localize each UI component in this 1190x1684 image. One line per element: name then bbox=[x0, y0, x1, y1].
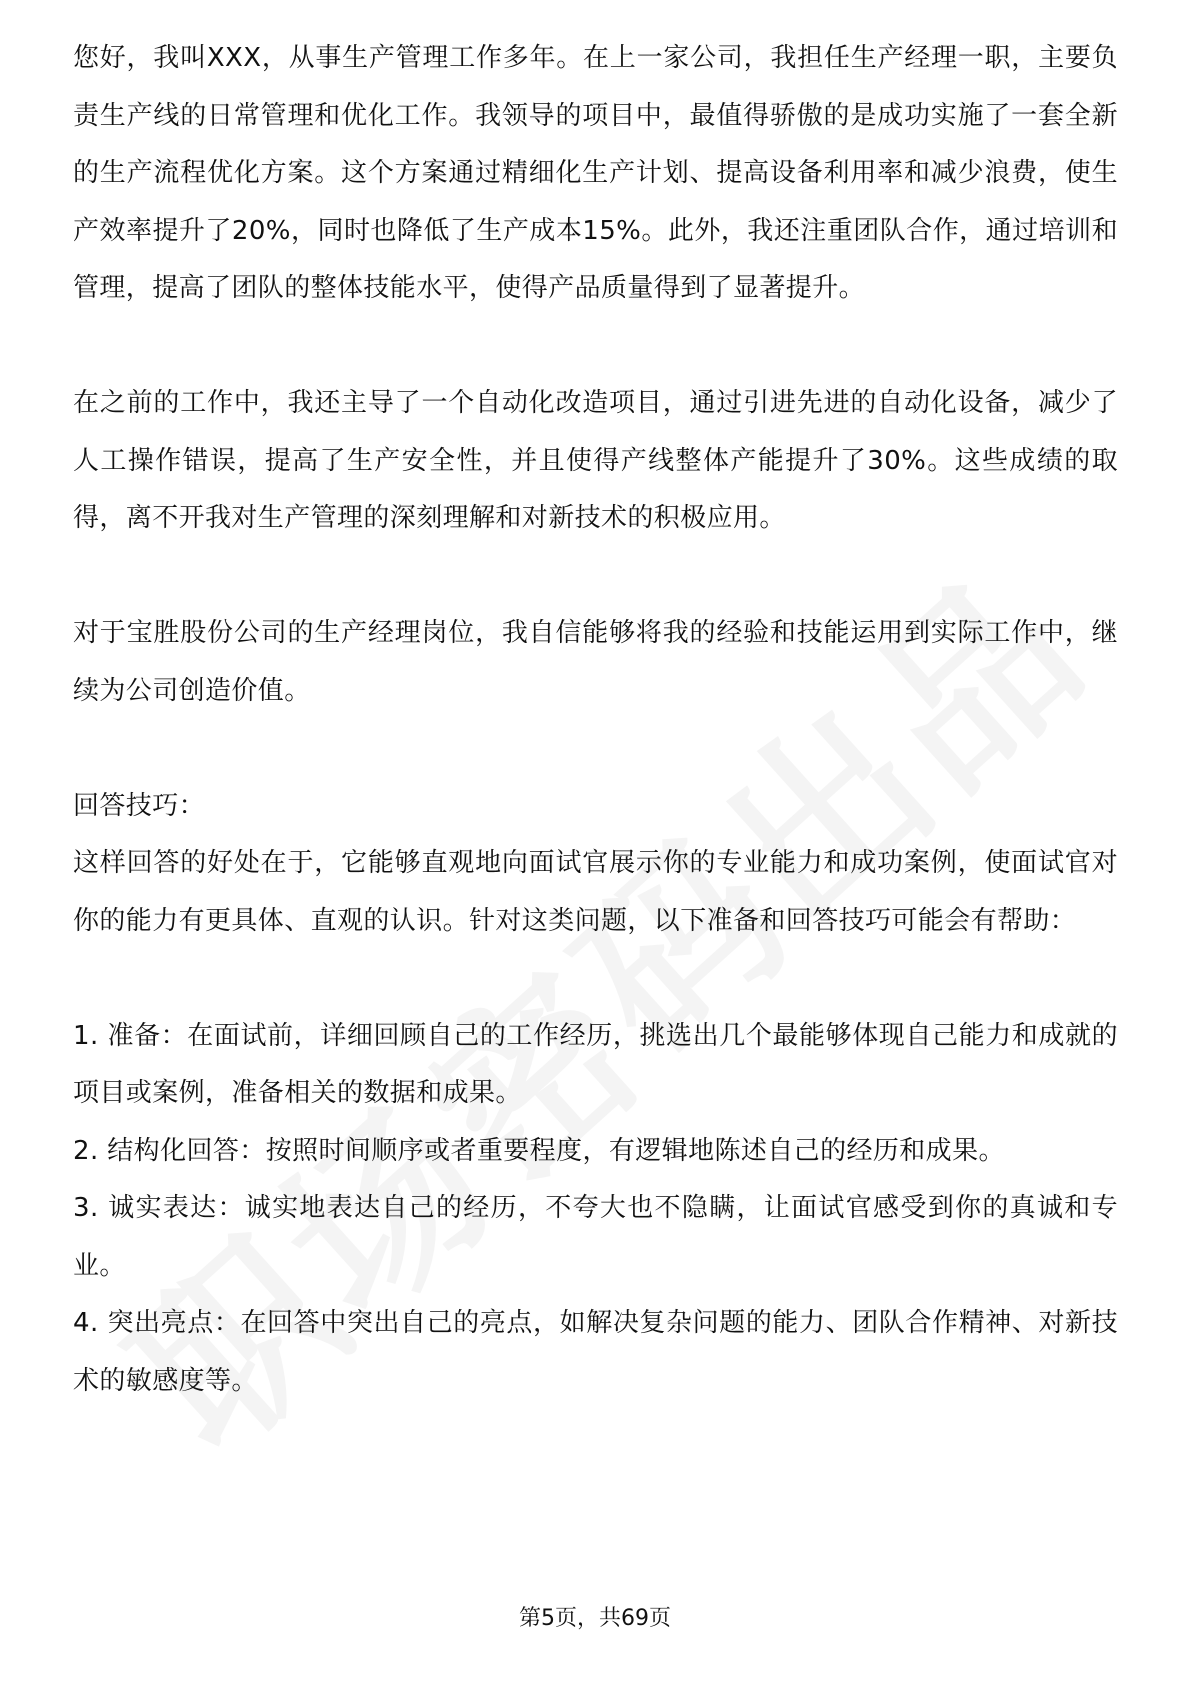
tips-list-item: 1. 准备：在面试前，详细回顾自己的工作经历，挑选出几个最能够体现自己能力和成就的项目或案例，准备相关的数据和成果。 bbox=[73, 1020, 1118, 1108]
tips-heading: 回答技巧： bbox=[73, 790, 206, 821]
paragraph-spacer bbox=[73, 548, 1118, 606]
tips-list-item: 4. 突出亮点：在回答中突出自己的亮点，如解决复杂问题的能力、团队合作精神、对新技术的敏感度等。 bbox=[73, 1308, 1118, 1396]
tips-intro: 这样回答的好处在于，它能够直观地向面试官展示你的专业能力和成功案例，使面试官对你的能力有更具体、直观的认识。针对这类问题，以下准备和回答技巧可能会有帮助： bbox=[73, 848, 1118, 936]
tips-list-item: 2. 结构化回答：按照时间顺序或者重要程度，有逻辑地陈述自己的经历和成果。 bbox=[73, 1135, 1005, 1166]
paragraph-self-introduction: 您好，我叫XXX，从事生产管理工作多年。在上一家公司，我担任生产经理一职，主要负责生产线的日常管理和优化工作。我领导的项目中，最值得骄傲的是成功实施了一套全新的生产流程优化方案。这个方案通过精细化生产计划、提高设备利用率和减少浪费，使生产效率提升了20%，同时也降低了生产成本15%。此外，我还注重团队合作，通过培训和管理，提高了团队的整体技能水平，使得产品质量得到了显著提升。 bbox=[73, 43, 1118, 303]
paragraph-spacer bbox=[73, 720, 1118, 778]
paragraph-position-statement: 对于宝胜股份公司的生产经理岗位，我自信能够将我的经验和技能运用到实际工作中，继续为公司创造价值。 bbox=[73, 618, 1118, 706]
document-body bbox=[73, 30, 1118, 1410]
paragraph-spacer bbox=[73, 318, 1118, 376]
tips-list bbox=[73, 1008, 1118, 1411]
tips-list-item: 3. 诚实表达：诚实地表达自己的经历，不夸大也不隐瞒，让面试官感受到你的真诚和专业。 bbox=[73, 1193, 1118, 1281]
page-number: 第5页，共69页 bbox=[519, 1606, 671, 1631]
paragraph-spacer bbox=[73, 950, 1118, 1008]
paragraph-automation-project: 在之前的工作中，我还主导了一个自动化改造项目，通过引进先进的自动化设备，减少了人工操作错误，提高了生产安全性，并且使得产线整体产能提升了30%。这些成绩的取得，离不开我对生产管理的深刻理解和对新技术的积极应用。 bbox=[73, 388, 1118, 533]
